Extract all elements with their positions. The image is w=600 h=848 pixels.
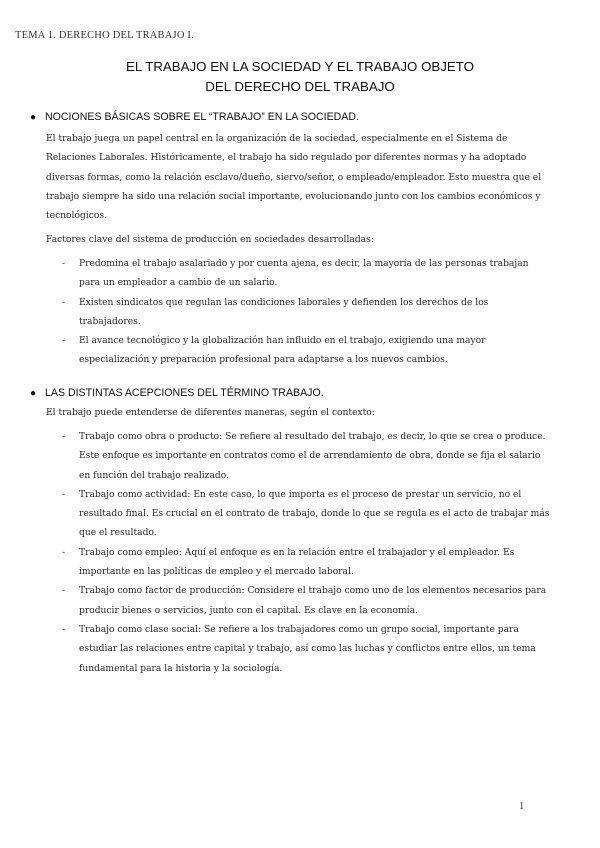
- list-item: - Trabajo como obra o producto: Se refiere al resultado del trabajo, es decir, lo que se crea o produce. Este enfoque es importante en contratos como el de arrendamiento de obra, donde se fija el salario en función del trabajo realizado.: [62, 428, 552, 486]
- dash-marker: -: [62, 297, 66, 308]
- title-line-1: EL TRABAJO EN LA SOCIEDAD Y EL TRABAJO OBJETO: [125, 59, 475, 74]
- list-item: - Predomina el trabajo asalariado y por cuenta ajena, es decir, la mayoría de las personas trabajan para un empleador a cambio de un salario.: [62, 255, 552, 294]
- section-intro: Factores clave del sistema de producción en sociedades desarrolladas:: [46, 235, 374, 245]
- section-heading-nociones: [30, 111, 359, 123]
- section-heading-acepciones: [30, 387, 324, 399]
- dash-marker: -: [62, 259, 66, 269]
- dash-marker: -: [62, 336, 66, 347]
- acepciones-list: [62, 428, 552, 679]
- list-item: - Trabajo como factor de producción: Considere el trabajo como uno de los elementos necesarios para producir bienes o servicios, junto con el capital. Es clave en la economía.: [62, 582, 552, 621]
- section-heading-text: LAS DISTINTAS ACEPCIONES DEL TÉRMINO TRABAJO.: [45, 387, 324, 399]
- dash-marker: -: [62, 489, 66, 500]
- document-header: TEMA 1. DERECHO DEL TRABAJO I.: [15, 30, 194, 41]
- section-heading-text: NOCIONES BÁSICAS SOBRE EL “TRABAJO” EN LA SOCIEDAD.: [45, 111, 359, 123]
- title-line-2: DEL DERECHO DEL TRABAJO: [205, 79, 395, 94]
- list-item: - Trabajo como actividad: En este caso, lo que importa es el proceso de prestar un servicio, no el resultado final. Es crucial en el contrato de trabajo, donde lo que se regula es el acto de trabajar más que el resultado.: [62, 486, 552, 544]
- dash-marker: -: [62, 432, 66, 442]
- list-item: - Trabajo como empleo: Aquí el enfoque es en la relación entre el trabajador y el empleador. Es importante en las políticas de empleo y el mercado laboral.: [62, 544, 552, 583]
- page-title: [0, 57, 600, 97]
- list-item: - El avance tecnológico y la globalización han influido en el trabajo, exigiendo una mayor especialización y preparación profesional para adaptarse a los nuevos cambios.: [62, 332, 552, 371]
- factores-list: [62, 255, 552, 371]
- dash-marker: -: [62, 547, 66, 558]
- dash-marker: -: [62, 624, 66, 635]
- dash-marker: -: [62, 586, 66, 597]
- page-number: 1: [519, 801, 525, 812]
- bullet-icon: ●: [30, 112, 37, 123]
- list-item: - Existen sindicatos que regulan las condiciones laborales y defienden los derechos de los trabajadores.: [62, 294, 552, 333]
- section-paragraph: El trabajo juega un papel central en la organización de la sociedad, especialmente en el Sistema de Relaciones Laborales. Históricamente, el trabajo ha sido regulado por diferentes normas y ha adoptado diversas formas, como la relación esclavo/dueño, siervo/señor, o empleado/empleador. Esto muestra que el trabajo siempre ha sido una relación social importante, evolucionando junto con los cambios económicos y tecnológicos.: [46, 134, 542, 222]
- bullet-icon: ●: [30, 388, 37, 399]
- list-item: - Trabajo como clase social: Se refiere a los trabajadores como un grupo social, importante para estudiar las relaciones entre capital y trabajo, así como las luchas y conflictos entre ellos, un tema fundamental para la historia y la sociología.: [62, 621, 552, 679]
- section-intro: El trabajo puede entenderse de diferentes maneras, según el contexto:: [46, 408, 375, 418]
